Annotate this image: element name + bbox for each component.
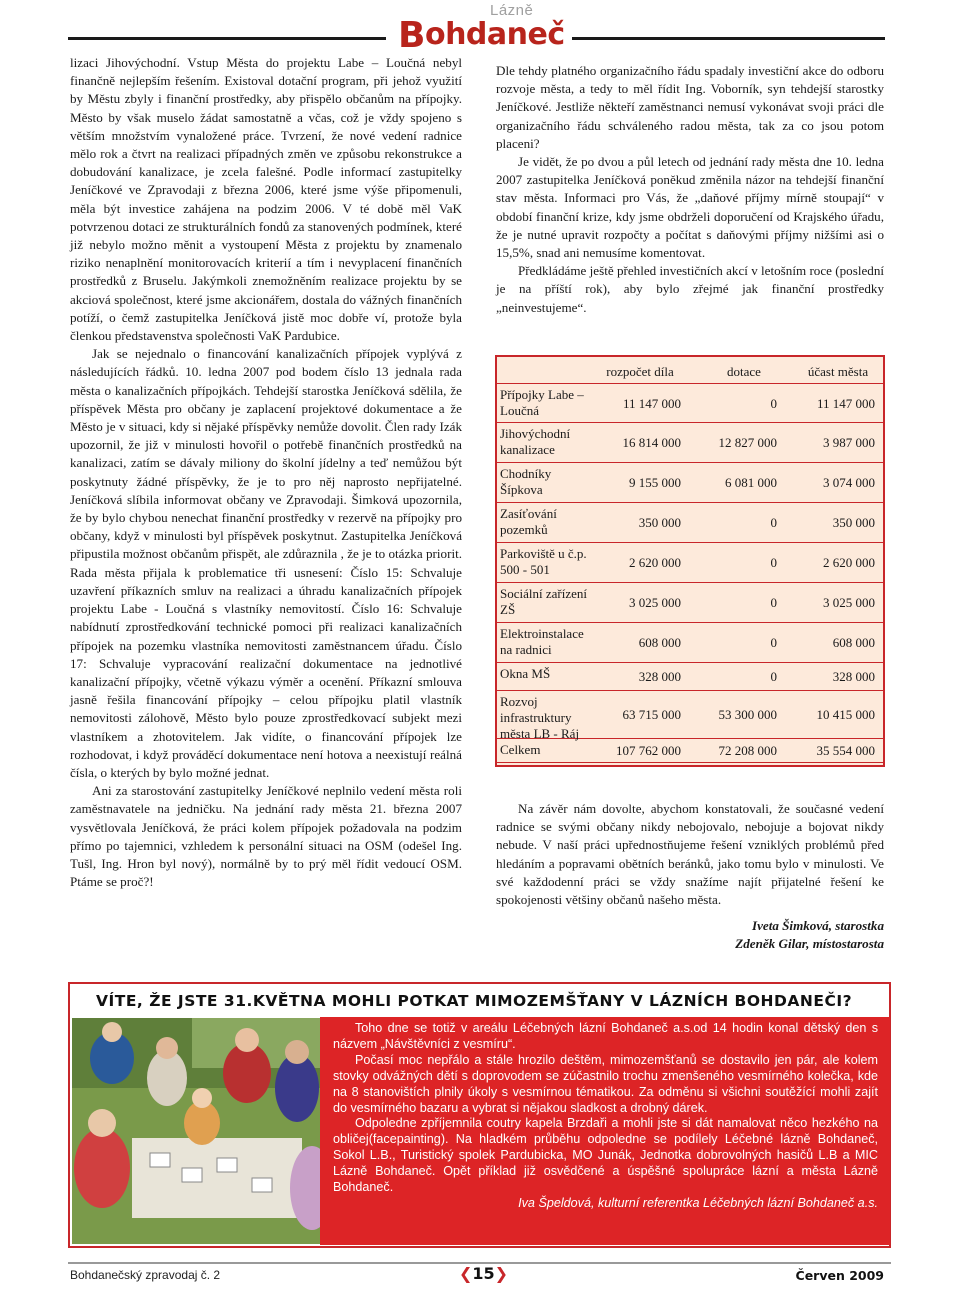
- table-row-label: Parkoviště u č.p. 500 - 501: [500, 546, 587, 577]
- table-cell-budget: 3 025 000: [629, 595, 681, 610]
- table-row-label: Rozvoj infrastruktury města LB - Ráj: [500, 694, 580, 741]
- table-cell-grant: 0: [770, 555, 777, 570]
- article-paragraph: lizaci Jihovýchodní. Vstup Města do projektu Labe – Loučná nebyl finančně nejlepším řešením. Existoval dotační program, při jehož využití by Městu zbyly i finanční prostředky, aby přispělo občanům na přípojky. Město by však muselo žádat samostatně a včas, což je vždy spojeno s větším množstvím vynaložené práce. Tvrzení, že nové vedení radnice mělo rok a čtvrt na realizaci případných změn ve způsobu rekonstrukce a dobudování kanalizace, je zcela falešné. Podle informací zastupitelky Jeníčkové ve Zpravodaji z března 2006, které jsme výše připomenuli, měla být investice zahájena na podzim 2006. V té době měl VaK potvrzenou dotaci ze strukturálních fondů za stanovených podmínek, které již nebylo možno měnit a vystoupení Města z projektu by znamenalo riziko nenaplnění monitorovacích kriterií a tím i nevyplacení finančních prostředků z Bruselu. Jakýmkoli znemožněním realizace projektu by se akciová společnost, které jsme akcionářem, dostala do vážných finančních potíží, o čemž zastupitelka Jeníčková jistě moc dobře ví, protože byla členkou představenstva společnosti VaK Pardubice.: [70, 55, 462, 344]
- article-left-column: [70, 54, 462, 891]
- article-paragraph: Je vidět, že po dvou a půl letech od jednání rady města dne 10. ledna 2007 zastupitelka Jeníčková poněkud změnila názor na tehdejší finanční stav města. Informaci pro Vás, že „daňové příjmy mírně stoupají“ v období finanční krize, kdy jsme obdrželi doporučení od Krajského úřadu, že je nutné upravit rozpočty a počítat s daňovými příjmy nižšími asi o 15,5%, snad ani nemusíme komentovat.: [496, 154, 884, 261]
- table-cell-city: 3 074 000: [823, 475, 875, 490]
- news-signature: Iva Špeldová, kulturní referentka Léčebných lázní Bohdaneč a.s.: [518, 1195, 878, 1210]
- table-cell-grant: 0: [770, 396, 777, 411]
- table-row: [497, 463, 883, 503]
- table-row-label: Sociální zařízení ZŠ: [500, 586, 587, 617]
- table-cell-city: 35 554 000: [816, 743, 875, 758]
- table-cell-grant: 72 208 000: [718, 743, 777, 758]
- table-header-city: účast města: [807, 364, 869, 379]
- table-cell-budget: 16 814 000: [622, 435, 681, 450]
- table-cell-budget: 608 000: [638, 635, 681, 650]
- table-row: [497, 503, 883, 543]
- table-row: [497, 739, 883, 763]
- table-row: [497, 383, 883, 423]
- page-number: ❮15❯: [459, 1264, 509, 1283]
- article-paragraph: Dle tehdy platného organizačního řádu spadaly investiční akce do odboru rozvoje města, a tedy to měl řídit Ing. Voborník, syn tehdejší starostky Jeníčkové. Jestliže někteří zaměstnanci nemusí vykonávat svoji práci dle organizačního řádu schváleného radou města, tak za co jsou potom placeni?: [496, 63, 884, 151]
- table-cell-city: 11 147 000: [816, 396, 875, 411]
- table-cell-budget: 63 715 000: [622, 707, 681, 722]
- table-row: [497, 663, 883, 691]
- table-row-label: Přípojky Labe – Loučná: [500, 387, 584, 418]
- news-box-title: VÍTE, ŽE JSTE 31.KVĚTNA MOHLI POTKAT MIMOZEMŠŤANY V LÁZNÍCH BOHDANEČI?: [96, 992, 853, 1010]
- signature-mayor: Iveta Šimková, starostka: [751, 918, 884, 934]
- table-row-label: Okna MŠ: [500, 666, 551, 681]
- table-row-label: Zasíťování pozemků: [500, 506, 557, 537]
- table-cell-budget: 107 762 000: [616, 743, 681, 758]
- article-right-column: [496, 62, 884, 317]
- page-arrow-right-icon: ❯: [494, 1264, 509, 1283]
- footer-publication: Bohdanečský zpravodaj č. 2: [70, 1268, 221, 1282]
- closing-paragraph: Na závěr nám dovolte, abychom konstatovali, že současné vedení radnice se svými občany nikdy nebojovalo, nebojuje a bojovat nikdy nebude. V naší práci upřednostňujeme řešení vzniklých problémů před hledáním a popravami obětních beránků, jako tomu bylo v minulosti. Ve své každodenní práci se vždy snažíme najít přijatelné řešení ke spokojenosti většiny občanů našeho města.: [496, 801, 884, 908]
- footer-date: Červen 2009: [795, 1268, 884, 1283]
- table-cell-grant: 0: [770, 595, 777, 610]
- table-row: [497, 623, 883, 663]
- table-cell-grant: 6 081 000: [725, 475, 777, 490]
- table-cell-budget: 11 147 000: [622, 396, 681, 411]
- table-cell-grant: 53 300 000: [718, 707, 777, 722]
- article-paragraph: Ani za starostování zastupitelky Jeníčkové neplnilo vedení města roli zaměstnavatele na jedničku. Na jednání rady města 21. března 2007 vysvětlovala Jeníčková, že práci kolem přípojek požadovala na podzim přímo po tajemnici, vzhledem k personální situaci na OSM (odešel Ing. Tušl, Ing. Hron byl nový), normálně by to prý měl řídit vedoucí OSM. Ptáme se proč?!: [70, 783, 462, 890]
- table-cell-grant: 0: [770, 669, 777, 684]
- table-header-grant: dotace: [727, 364, 761, 379]
- table-cell-grant: 0: [770, 635, 777, 650]
- article-paragraph: Jak se nejednalo o financování kanalizačních přípojek vyplývá z následujících řádků. 10. ledna 2007 pod bodem číslo 13 jednala rada města o kanalizačních přípojkách. Tehdejší starostka Jeníčková sdělila, že příspěvek Města pro občany je zaplacení projektové dokumentace a že Město je v situaci, kdy si nějaké příspěvky nemůže dovolit. Člen rady Izák upozornil, že již v minulosti hovořil o potřebě finančních prostředků na kanalizaci, zatím se dávaly miliony do školní jídelny a teď nemůžou být poskytnuty žádné příspěvky, že je to pro něj naprosto nepřijatelné. Jeníčková slíbila informovat občany ve Zpravodaji. Šimková upozornila, že by bylo chybou nenechat finanční prostředky v rezervě na přípojky pro občany, když v minulosti byl příspěvek poskytnut. Zastupitelka Jeníčková připustila možnost občanům přispět, ale zdůraznila , že je to otázka priorit. Rada města přijala k problematice tři usnesení: Číslo 15: Schvaluje uzavření příkazních smluv na realizaci a úhradu kanalizačních přípojek projektu Labe - Loučná s vlastníky nemovitostí. Číslo 16: Schvaluje nabídnutí zprostředkování technické pomoci při realizaci kanalizačních přípojek na pozemku vlastníka nemovitosti zaměstnancem úřadu. Číslo 17: Schvaluje vypracování realizační dokumentace na jednotlivé kanalizační přípojky, včetně výkazu výměr a ocenění. Příkazní smlouva jasně řešila financování přípojky – celou přípojku platil vlastník nemovitosti zálohově, Město bylo pouze zprostředkovací subjekt mezi vlastníkem a zhotovitelem. Jak vidíte, o financování přípojek lze rozhodovat, i když prováděcí dokumentace není hotova a neexistují reálná čísla, o kterých by bylo možné jednat.: [70, 346, 462, 780]
- table-cell-city: 10 415 000: [816, 707, 875, 722]
- table-cell-budget: 9 155 000: [629, 475, 681, 490]
- header-rule-left: [68, 37, 386, 40]
- news-box-text: [333, 1021, 878, 1212]
- table-row-label: Celkem: [500, 742, 541, 757]
- article-closing: [496, 800, 884, 954]
- masthead-logo: [398, 2, 568, 56]
- news-paragraph: Počasí moc nepřálo a stále hrozilo deštěm, mimozemšťanů se dostavilo jen pár, ale kolem stovky odvážných dětí s doprovodem se zúčastnilo trochu zmenšeného vesmírného kolečka, kde na 8 stanovištích plnily úkoly s vesmírnou tématikou. Za odměnu si všichni soutěžící mohli zajít do vesmírného bazaru a vybrat si nějakou sladkost a drobný dárek.: [333, 1052, 878, 1115]
- event-photo-image: [72, 1018, 332, 1244]
- page-arrow-left-icon: ❮: [459, 1264, 473, 1283]
- table-row: [497, 691, 883, 739]
- table-cell-budget: 328 000: [638, 669, 681, 684]
- table-cell-city: 328 000: [832, 669, 875, 684]
- event-photo: [72, 1018, 332, 1244]
- table-cell-budget: 350 000: [638, 515, 681, 530]
- table-cell-city: 350 000: [832, 515, 875, 530]
- logo-big-text: Bohdaneč: [398, 15, 565, 56]
- logo-small-text: Lázně: [490, 2, 534, 19]
- table-row: [497, 583, 883, 623]
- table-cell-city: 608 000: [832, 635, 875, 650]
- table-header-budget: rozpočet díla: [606, 364, 674, 379]
- table-row-label: Jihovýchodní kanalizace: [500, 426, 571, 457]
- news-paragraph: Toho dne se totiž v areálu Léčebných lázní Bohdaneč a.s.od 14 hodin konal dětský den s názvem „Návštěvníci z vesmíru“.: [333, 1021, 878, 1051]
- table-row: [497, 423, 883, 463]
- table-cell-city: 3 025 000: [823, 595, 875, 610]
- table-cell-grant: 12 827 000: [718, 435, 777, 450]
- table-row: [497, 543, 883, 583]
- header-rule-right: [572, 37, 885, 40]
- news-paragraph: Odpoledne zpříjemnila coutry kapela Brzdaři a mohli jste si dát namalovat něco hezkého na obličej(facepainting). Na hladkém průběhu odpoledne se podílely Léčebné lázně Bohdaneč, Sokol L.B., Turistický spolek Pardubicka, MO Junák, Jednotka dobrovolných hasičů L.B a MIC Lázně Bohdaneč. Opět příklad již osvědčené a úspěšné spolupráce lázní a města Lázně Bohdaneč.: [333, 1116, 878, 1195]
- investment-table: [495, 355, 885, 767]
- table-cell-city: 2 620 000: [823, 555, 875, 570]
- table-cell-budget: 2 620 000: [629, 555, 681, 570]
- table-cell-city: 3 987 000: [823, 435, 875, 450]
- article-paragraph: Předkládáme ještě přehled investičních akcí v letošním roce (poslední je na příští rok), aby bylo zřejmé jak finanční prostředky „neinvestujeme“.: [496, 263, 884, 315]
- table-row-label: Chodníky Šípkova: [500, 466, 552, 497]
- table-cell-grant: 0: [770, 515, 777, 530]
- signature-deputy: Zdeněk Gilar, místostarosta: [735, 936, 884, 952]
- table-row-label: Elektroinstalace na radnici: [500, 626, 584, 657]
